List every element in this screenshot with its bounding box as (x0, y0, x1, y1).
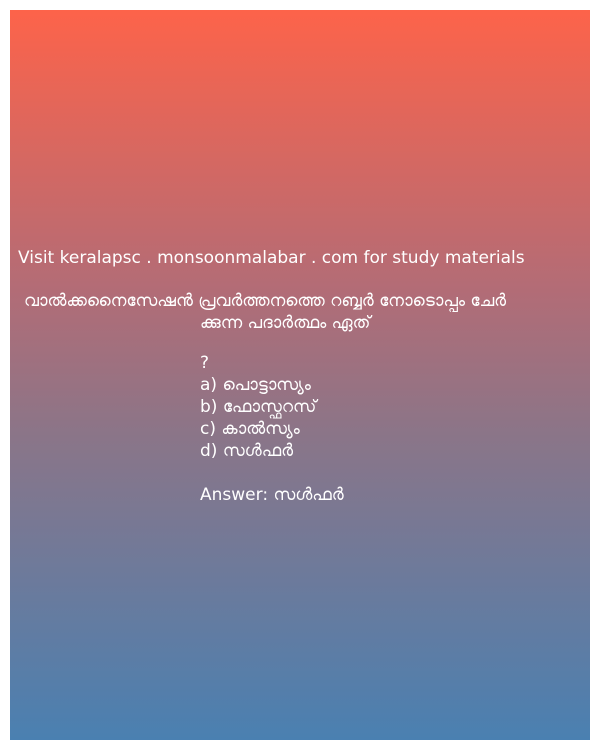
site-note: Visit keralapsc . monsoonmalabar . com for study materials (18, 248, 525, 268)
question-line-1: വാൽക്കനൈസേഷൻ പ്രവർത്തനത്തെ റബ്ബർ നോടൊപ്പം ചേർ (24, 291, 507, 311)
question-text (24, 290, 584, 334)
option-a: a) പൊട്ടാസ്യം (200, 375, 311, 395)
option-c: c) കാൽസ്യം (200, 419, 300, 439)
options-block (200, 352, 344, 506)
question-mark: ? (200, 353, 210, 373)
question-card (10, 10, 590, 740)
option-b: b) ഫോസ്ഫറസ് (200, 397, 317, 417)
option-d: d) സൾഫർ (200, 441, 294, 461)
spacer (200, 462, 344, 484)
answer: Answer: സൾഫർ (200, 485, 344, 505)
question-line-2: ക്കുന്ന പദാർത്ഥം ഏത് (200, 313, 371, 333)
